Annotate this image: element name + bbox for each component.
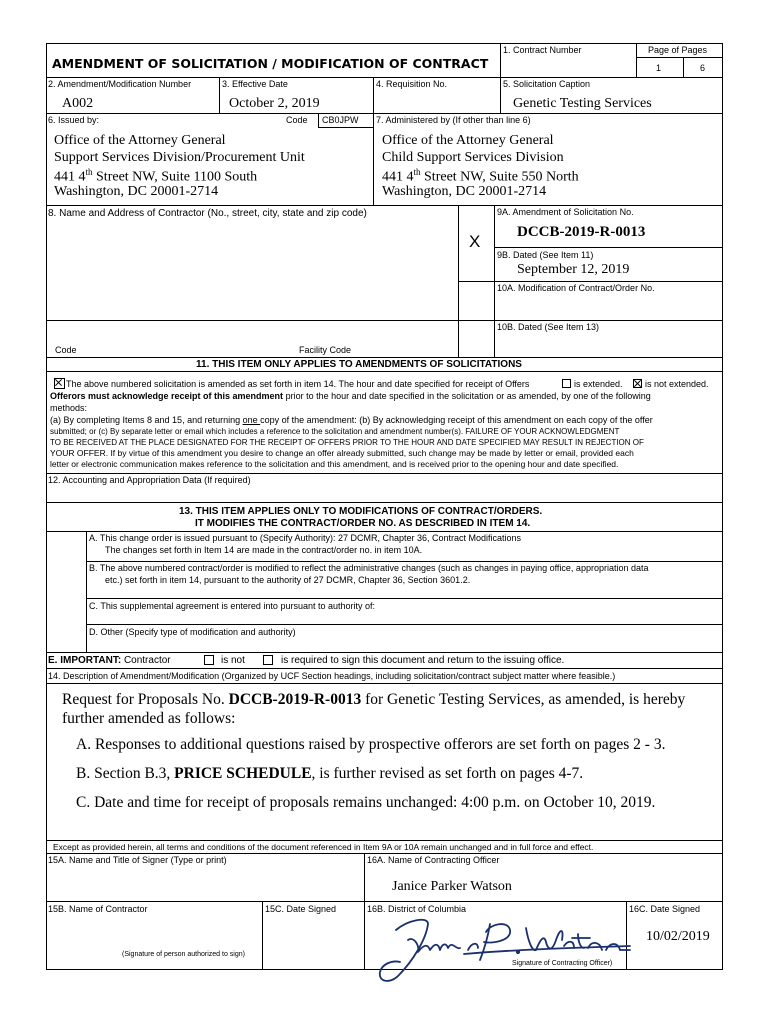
- rule: [46, 357, 723, 358]
- rule: [262, 901, 263, 969]
- item-12-label: 12. Accounting and Appropriation Data (If required): [48, 475, 251, 485]
- important-line: E. IMPORTANT: Contractor: [48, 655, 171, 666]
- item-16a-label: 16A. Name of Contracting Officer: [367, 855, 500, 865]
- item-11-line5: submitted; or (c) By separate letter or email which includes a reference to the solicitation and amendment number(s). FAILURE OF YOUR ACKNOWLEDGMENT: [50, 427, 620, 436]
- officer-signature-image: [368, 910, 638, 990]
- administered-by-line2: Child Support Services Division: [382, 150, 564, 165]
- rule: [373, 113, 374, 205]
- contractor-is-checkbox[interactable]: [263, 655, 273, 665]
- item-10b-label: 10B. Dated (See Item 13): [497, 322, 600, 332]
- rule: [46, 840, 723, 841]
- issued-by-line3: 441 4th Street NW, Suite 1100 South: [54, 167, 258, 185]
- contractor-code-label: Code: [55, 345, 77, 355]
- item-11-line7: YOUR OFFER. If by virtue of this amendment you desire to change an offer already submitted, such change may be made by letter or email, provided each: [50, 448, 634, 458]
- effective-date-label: 3. Effective Date: [222, 79, 288, 89]
- contracting-officer-name: Janice Parker Watson: [392, 879, 512, 894]
- rule: [318, 127, 373, 128]
- item-16c-label: 16C. Date Signed: [629, 904, 701, 914]
- is-not-label: is not: [221, 655, 245, 666]
- item-13b-line1: B. The above numbered contract/order is modified to reflect the administrative changes (such as changes in paying office, appropriation data: [89, 563, 649, 573]
- extended-label: is extended.: [574, 379, 623, 389]
- item-13b-line2: etc.) set forth in item 14, pursuant to the authority of 27 DCMR, Chapter 36, Section 3601.2.: [105, 575, 471, 585]
- rule: [86, 561, 723, 562]
- item-11-title: 11. THIS ITEM ONLY APPLIES TO AMENDMENTS OF SOLICITATIONS: [196, 359, 522, 370]
- administered-by-line3: 441 4th Street NW, Suite 550 North: [382, 167, 579, 185]
- rule: [46, 320, 723, 321]
- officer-signature-caption: Signature of Contracting Officer): [512, 960, 613, 967]
- rule: [46, 205, 723, 206]
- item-14-paragraph-line2: further amended as follows:: [62, 710, 236, 727]
- item-13c-label: C. This supplemental agreement is entered into pursuant to authority of:: [89, 601, 375, 611]
- item-11-line6: TO BE RECEIVED AT THE PLACE DESIGNATED FOR THE RECEIPT OF OFFERS PRIOR TO THE HOUR AND DATE SPECIFIED MAY RESULT IN REJECTION OF: [50, 438, 644, 447]
- solicitation-number: DCCB-2019-R-0013: [517, 224, 646, 240]
- item-14-paragraph-line1: Request for Proposals No. DCCB-2019-R-0013 for Genetic Testing Services, as amended, is hereby: [62, 691, 686, 708]
- x-mark: X: [469, 232, 481, 251]
- code-label: Code: [286, 115, 308, 125]
- item-14-point-a: A. Responses to additional questions raised by prospective offerors are set forth on pages 2 - 3.: [76, 736, 666, 753]
- item-14-label: 14. Description of Amendment/Modification (Organized by UCF Section headings, including solicitation/contract subject matter where feasible.): [48, 671, 616, 681]
- rule: [46, 531, 723, 532]
- requisition-label: 4. Requisition No.: [376, 79, 448, 89]
- page-of-pages-label: Page of Pages: [648, 45, 708, 55]
- rule: [500, 77, 501, 113]
- rule: [46, 652, 723, 653]
- item-11-line8: letter or electronic communication makes reference to the solicitation and this amendment, and is received prior to the opening hour and date specified.: [50, 459, 619, 469]
- issued-by-line4: Washington, DC 20001-2714: [54, 184, 219, 199]
- facility-code-label: Facility Code: [299, 345, 352, 355]
- item-13-title-1: 13. THIS ITEM APPLIES ONLY TO MODIFICATIONS OF CONTRACT/ORDERS.: [179, 506, 543, 517]
- contract-number-label: 1. Contract Number: [503, 45, 582, 55]
- administered-by-line4: Washington, DC 20001-2714: [382, 184, 547, 199]
- item-15a-label: 15A. Name and Title of Signer (Type or print): [48, 855, 227, 865]
- rule: [86, 531, 87, 652]
- item-11-line1: The above numbered solicitation is amended as set forth in item 14. The hour and date specified for receipt of Offers: [66, 379, 530, 389]
- item-16b-label: 16B. District of Columbia: [367, 904, 467, 914]
- item-13a-line2: The changes set forth in Item 14 are made in the contract/order no. in item 10A.: [105, 545, 423, 555]
- except-statement: Except as provided herein, all terms and conditions of the document referenced in Item 9A or 10A remain unchanged and in full force and effect.: [53, 842, 594, 852]
- rule: [458, 281, 723, 282]
- item-13d-label: D. Other (Specify type of modification and authority): [89, 627, 296, 637]
- not-extended-label: is not extended.: [645, 379, 709, 389]
- rule: [86, 598, 723, 599]
- item-14-point-c: C. Date and time for receipt of proposals remains unchanged: 4:00 p.m. on October 10, 2019.: [76, 794, 656, 811]
- amendment-number: A002: [62, 96, 94, 111]
- rule: [636, 57, 723, 58]
- rule: [46, 113, 723, 114]
- item-9a-label: 9A. Amendment of Solicitation No.: [497, 207, 634, 217]
- administered-by-label: 7. Administered by (If other than line 6): [376, 115, 531, 125]
- solicitation-caption-label: 5. Solicitation Caption: [503, 79, 591, 89]
- page-number: 1: [656, 63, 662, 73]
- rule: [46, 43, 723, 44]
- issued-by-line2: Support Services Division/Procurement Unit: [54, 150, 305, 165]
- rule: [219, 77, 220, 113]
- rule: [46, 502, 723, 503]
- not-extended-checkbox[interactable]: [633, 379, 642, 388]
- amended-checkbox[interactable]: [54, 378, 65, 389]
- extended-checkbox[interactable]: [562, 379, 571, 388]
- solicitation-date: September 12, 2019: [517, 262, 630, 277]
- item-11-line3: methods:: [50, 403, 88, 413]
- rule: [683, 57, 684, 77]
- rule: [46, 371, 723, 372]
- contractor-label: 8. Name and Address of Contractor (No., street, city, state and zip code): [48, 208, 367, 219]
- issued-by-code: CB0JPW: [322, 115, 359, 125]
- contractor-signature-caption: (Signature of person authorized to sign): [122, 951, 245, 958]
- rule: [46, 668, 723, 669]
- pages-total: 6: [700, 63, 706, 73]
- contractor-is-not-checkbox[interactable]: [204, 655, 214, 665]
- administered-by-line1: Office of the Attorney General: [382, 133, 554, 148]
- item-9b-label: 9B. Dated (See Item 11): [497, 250, 594, 260]
- rule: [46, 473, 723, 474]
- rule: [318, 113, 319, 127]
- item-11-line2: Offerors must acknowledge receipt of this amendment prior to the hour and date specified in the solicitation or as amended, by one of the following: [50, 391, 651, 401]
- rule: [86, 624, 723, 625]
- rule: [46, 853, 723, 854]
- amendment-number-label: 2. Amendment/Modification Number: [48, 79, 192, 89]
- solicitation-caption: Genetic Testing Services: [513, 96, 652, 111]
- item-10a-label: 10A. Modification of Contract/Order No.: [497, 283, 655, 293]
- item-14-point-b: B. Section B.3, PRICE SCHEDULE, is further revised as set forth on pages 4-7.: [76, 765, 584, 782]
- rule: [373, 77, 374, 113]
- item-13a-line1: A. This change order is issued pursuant to (Specify Authority): 27 DCMR, Chapter 36, Contract Modifications: [89, 533, 522, 543]
- rule: [46, 77, 723, 78]
- rule: [500, 43, 501, 77]
- effective-date: October 2, 2019: [229, 96, 320, 111]
- rule: [636, 43, 637, 77]
- form-title: AMENDMENT OF SOLICITATION / MODIFICATION OF CONTRACT: [52, 56, 489, 71]
- rule: [494, 247, 723, 248]
- item-15b-label: 15B. Name of Contractor: [48, 904, 148, 914]
- item-11-line4: (a) By completing Items 8 and 15, and returning one copy of the amendment: (b) By acknowledging receipt of this amendment on each copy of the offer: [50, 415, 653, 425]
- rule: [46, 683, 723, 684]
- issued-by-label: 6. Issued by:: [48, 115, 100, 125]
- item-13-title-2: IT MODIFIES THE CONTRACT/ORDER NO. AS DESCRIBED IN ITEM 14.: [195, 518, 531, 529]
- rule: [364, 853, 365, 969]
- is-required-text: is required to sign this document and return to the issuing office.: [281, 655, 565, 666]
- officer-date-signed: 10/02/2019: [646, 929, 710, 944]
- item-15c-label: 15C. Date Signed: [265, 904, 337, 914]
- issued-by-line1: Office of the Attorney General: [54, 133, 226, 148]
- rule: [46, 901, 723, 902]
